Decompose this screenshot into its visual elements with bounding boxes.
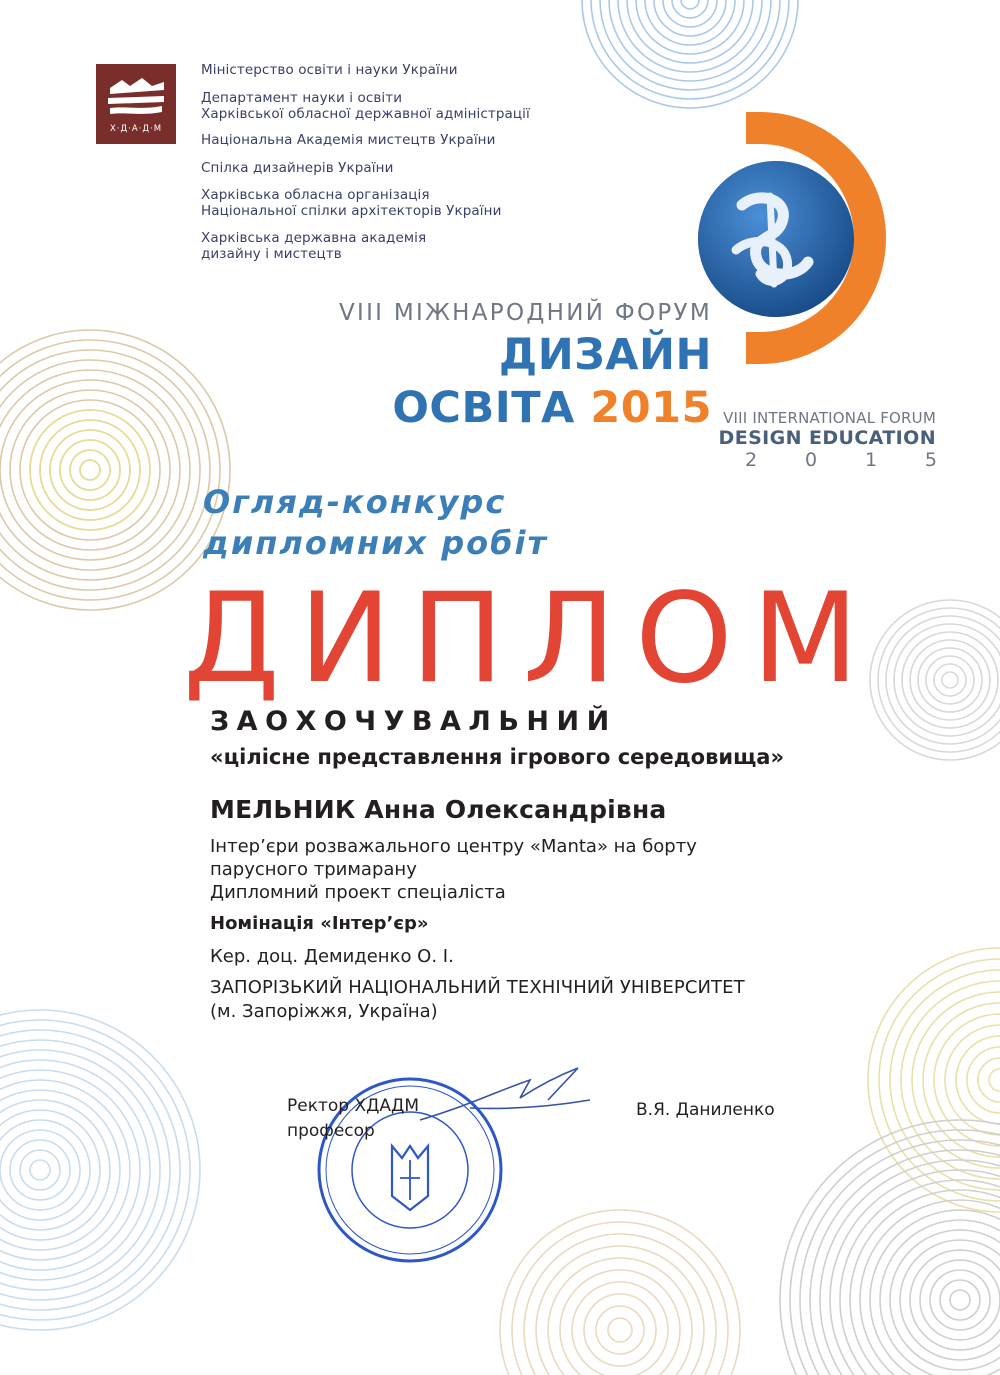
decorative-ring <box>902 632 998 728</box>
decorative-ring <box>20 400 160 540</box>
rector-name: В.Я. Даниленко <box>636 1100 775 1120</box>
nomination: Номінація «Інтер’єр» <box>210 913 429 934</box>
decorative-ring <box>967 1047 1000 1113</box>
decorative-ring <box>989 1069 1000 1091</box>
diploma-title: ДИПЛОМ <box>183 567 878 711</box>
decorative-ring <box>60 440 120 500</box>
decorative-ring <box>918 648 982 712</box>
rector-title <box>287 1094 419 1144</box>
decorative-ring <box>560 1270 680 1375</box>
project-line-1: Інтер’єри розважального центру «Manta» на борту <box>210 836 697 857</box>
decorative-ring <box>940 1280 980 1320</box>
decorative-ring <box>942 672 958 688</box>
forum-emblem-icon <box>698 112 886 364</box>
forum-title-en: DESIGN EDUCATION <box>718 427 936 449</box>
organizer-1: Міністерство освіти і науки України <box>201 62 458 78</box>
organizer-6 <box>201 230 426 262</box>
forum-title-ua-word: ОСВІТА <box>392 383 575 433</box>
forum-year-en-digit: 0 <box>804 449 818 471</box>
decorative-ring <box>950 1290 970 1310</box>
decorative-ring <box>10 390 170 550</box>
review-title-line-1: Огляд-конкурс <box>203 483 507 521</box>
decorative-ring <box>591 0 789 99</box>
review-title-line-2: дипломних робіт <box>203 524 549 562</box>
decorative-ring <box>30 1160 50 1180</box>
decorative-ring <box>548 1258 692 1375</box>
university: ЗАПОРІЗЬКИЙ НАЦІОНАЛЬНИЙ ТЕХНІЧНИЙ УНІВЕРСИТЕТ <box>210 977 745 998</box>
decorative-ring <box>901 981 1000 1179</box>
rector-title-line-2: професор <box>287 1121 375 1141</box>
decorative-ring <box>80 460 100 480</box>
decorative-ring <box>930 1270 990 1330</box>
decorative-ring <box>879 959 1000 1201</box>
forum-year-en-digit: 2 <box>745 449 758 471</box>
decorative-ring <box>10 1140 70 1200</box>
decorative-ring <box>608 1318 632 1342</box>
decorative-ring <box>609 0 771 81</box>
decorative-ring <box>945 1025 1000 1135</box>
decorative-ring <box>512 1222 728 1375</box>
decorative-ring <box>934 664 966 696</box>
decorative-ring <box>596 1306 644 1354</box>
decorative-ring <box>645 0 735 45</box>
decorative-ring <box>536 1246 704 1375</box>
forum-year-ua: 2015 <box>590 383 712 433</box>
decorative-ring <box>910 640 990 720</box>
decorative-ring <box>920 1260 1000 1340</box>
hdadm-logo <box>96 64 176 144</box>
forum-title-en-subtitle: VIII INTERNATIONAL FORUM <box>723 409 936 427</box>
organizer-2 <box>201 90 530 122</box>
forum-title-ua-line-1: ДИЗАЙН <box>498 330 712 380</box>
organizer-5 <box>201 187 501 219</box>
decorative-ring <box>0 1060 150 1280</box>
city: (м. Запоріжжя, Україна) <box>210 1001 438 1022</box>
decorative-ring <box>20 1150 60 1190</box>
decorative-ring <box>0 350 210 590</box>
supervisor: Кер. доц. Демиденко О. І. <box>210 946 454 967</box>
organizer-5-line-1: Харківська обласна організація <box>201 187 430 203</box>
forum-year-en-digit: 1 <box>864 449 878 471</box>
decorative-ring <box>910 1250 1000 1350</box>
forum-title-ua-subtitle: VIII МІЖНАРОДНИЙ ФОРУМ <box>338 300 712 326</box>
decorative-ring <box>50 430 130 510</box>
decorative-ring <box>0 380 180 560</box>
recipient-name: МЕЛЬНИК Анна Олександрівна <box>210 795 667 824</box>
decorative-ring <box>584 1294 656 1366</box>
decorative-ring <box>0 1120 90 1220</box>
organizer-4: Спілка дизайнерів України <box>201 160 394 176</box>
award-title: ЗАОХОЧУВАЛЬНИЙ <box>210 706 617 737</box>
forum-year-en <box>745 449 937 471</box>
decorative-ring <box>0 1100 110 1240</box>
decorative-ring <box>572 1282 668 1375</box>
decorative-ring <box>0 1130 80 1210</box>
decorative-ring <box>780 1120 1000 1375</box>
decorative-ring <box>30 410 150 530</box>
decorative-ring <box>0 1040 170 1300</box>
organizer-3: Національна Академія мистецтв України <box>201 132 496 148</box>
organizer-5-line-2: Національної спілки архітекторів України <box>201 203 502 219</box>
organizer-2-line-1: Департамент науки і освіти <box>201 90 403 106</box>
decorative-ring <box>681 0 699 9</box>
project-info <box>210 835 697 904</box>
decorative-ring <box>663 0 717 27</box>
award-description: «цілісне представлення ігрового середовища» <box>210 745 785 769</box>
project-type: Дипломний проект спеціаліста <box>210 882 506 903</box>
hdadm-logo-text: Х·Д·А·Д·М <box>109 124 163 134</box>
organizer-6-line-2: дизайну і мистецтв <box>201 246 342 262</box>
organizer-2-line-2: Харківської обласної державної адміністрації <box>201 106 530 122</box>
project-line-2: парусного тримарану <box>210 859 417 880</box>
decorative-ring <box>890 1230 1000 1370</box>
decorative-ring <box>40 420 140 520</box>
decorative-ring <box>70 450 110 490</box>
forum-year-en-digit: 5 <box>924 449 937 471</box>
forum-title-ua-line-2 <box>392 383 712 433</box>
organizer-6-line-1: Харківська державна академія <box>201 230 427 246</box>
rector-title-line-1: Ректор ХДАДМ <box>287 1096 419 1116</box>
